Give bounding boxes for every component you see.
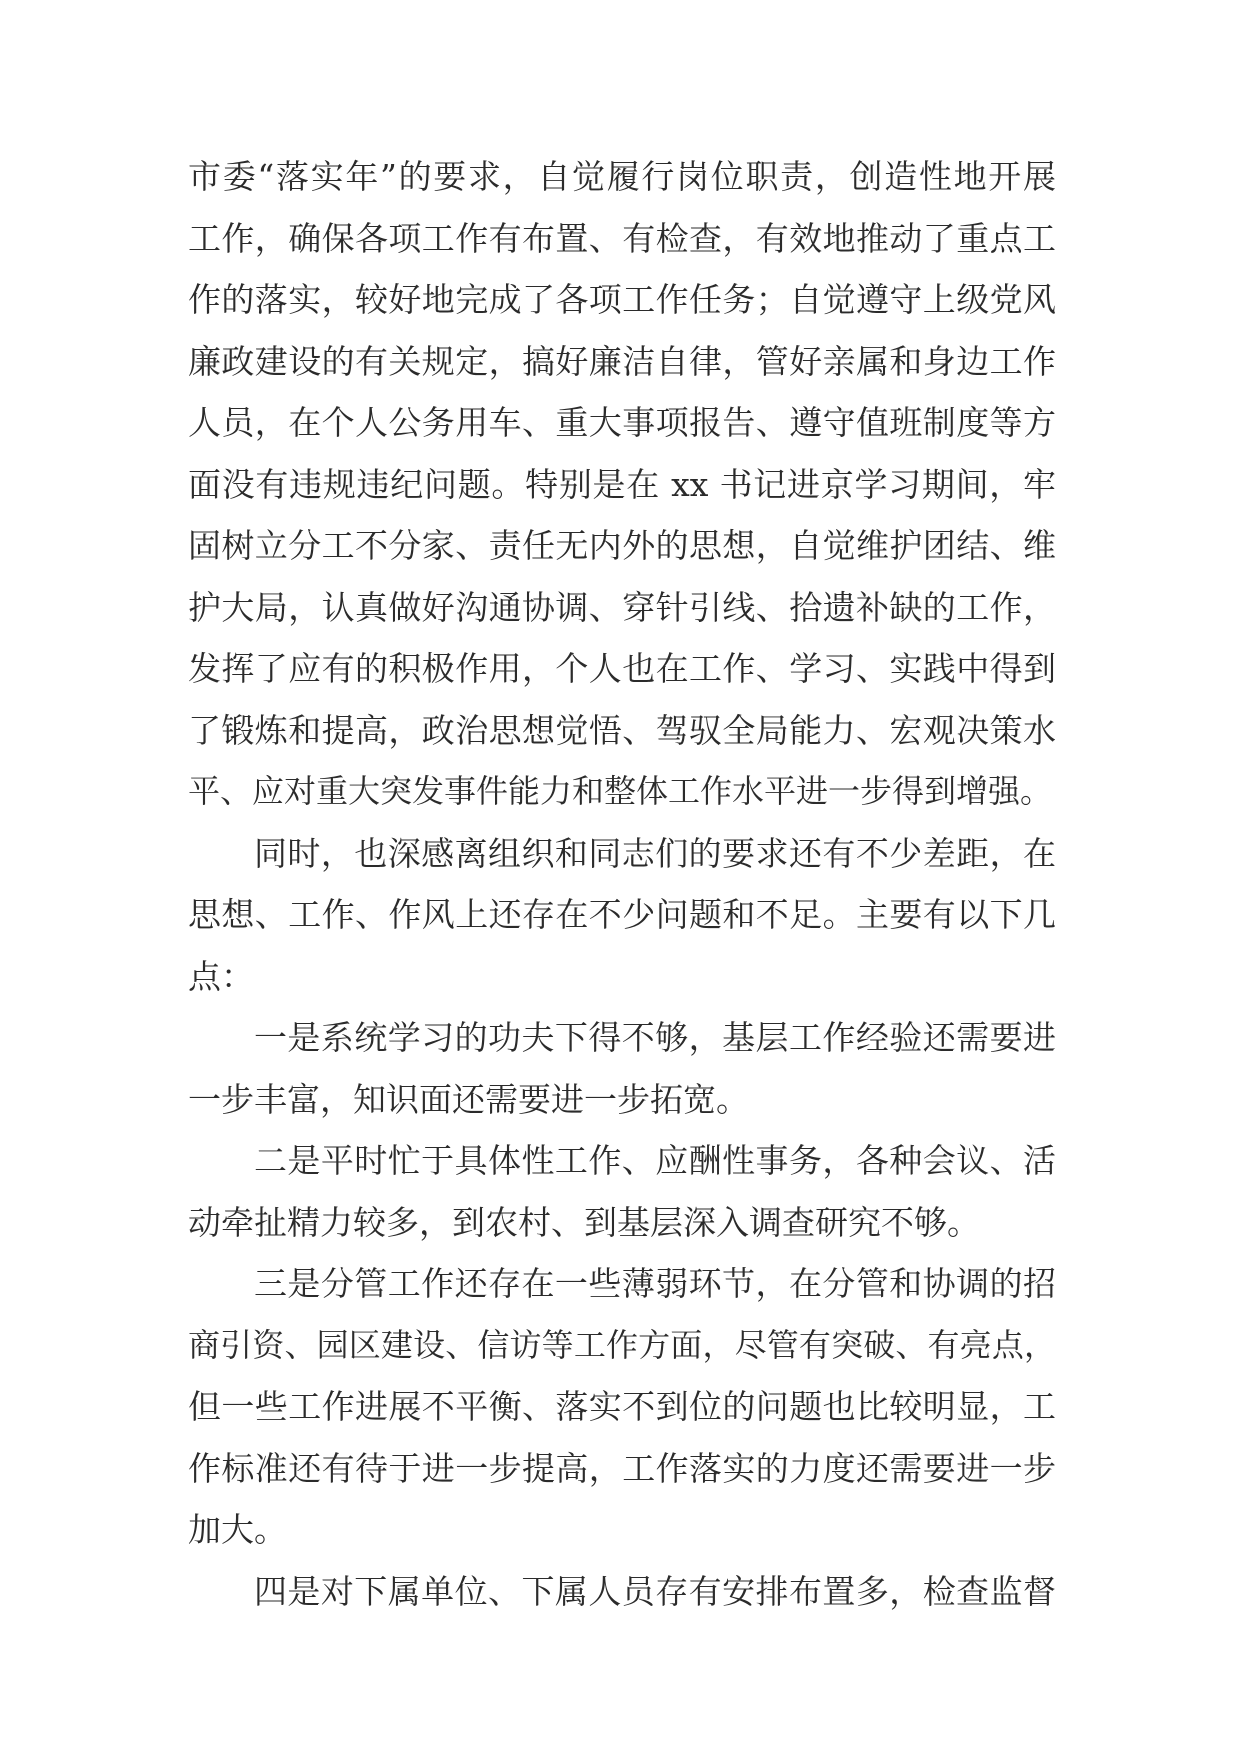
document-line: 人员，在个人公务用车、重大事项报告、遵守值班制度等方 <box>188 403 1056 442</box>
document-line: 但一些工作进展不平衡、落实不到位的问题也比较明显，工 <box>188 1387 1056 1426</box>
document-line: 发挥了应有的积极作用，个人也在工作、学习、实践中得到 <box>188 649 1056 688</box>
document-line: 点： <box>188 956 254 996</box>
document-line: 一步丰富，知识面还需要进一步拓宽。 <box>188 1079 749 1119</box>
document-body <box>188 146 1056 1622</box>
document-line: 动牵扯精力较多，到农村、到基层深入调查研究不够。 <box>188 1202 980 1242</box>
document-line: 思想、工作、作风上还存在不少问题和不足。主要有以下几 <box>188 895 1056 934</box>
document-line: 固树立分工不分家、责任无内外的思想，自觉维护团结、维 <box>188 526 1056 565</box>
document-line: 三是分管工作还存在一些薄弱环节，在分管和协调的招 <box>254 1264 1056 1303</box>
document-line: 了锻炼和提高，政治思想觉悟、驾驭全局能力、宏观决策水 <box>188 710 1056 750</box>
document-line: 平、应对重大突发事件能力和整体工作水平进一步得到增强。 <box>188 772 1053 810</box>
document-line: 同时，也深感离组织和同志们的要求还有不少差距，在 <box>254 833 1056 873</box>
document-line: 工作，确保各项工作有布置、有检查，有效地推动了重点工 <box>188 218 1056 258</box>
document-line: 四是对下属单位、下属人员存有安排布置多，检查监督 <box>254 1571 1056 1611</box>
document-line: 加大。 <box>188 1510 287 1549</box>
document-line: 作的落实，较好地完成了各项工作任务；自觉遵守上级党风 <box>188 280 1056 319</box>
document-line: 二是平时忙于具体性工作、应酬性事务，各种会议、活 <box>254 1141 1056 1180</box>
document-line: 护大局，认真做好沟通协调、穿针引线、拾遗补缺的工作， <box>188 587 1056 627</box>
document-line: 商引资、园区建设、信访等工作方面，尽管有突破、有亮点， <box>188 1325 1056 1364</box>
document-line: 作标准还有待于进一步提高，工作落实的力度还需要进一步 <box>188 1448 1056 1488</box>
document-line: 一是系统学习的功夫下得不够，基层工作经验还需要进 <box>254 1018 1056 1057</box>
document-line: 廉政建设的有关规定，搞好廉洁自律，管好亲属和身边工作 <box>188 341 1056 381</box>
document-line: 面没有违规违纪问题。特别是在 xx 书记进京学习期间，牢 <box>188 464 1056 504</box>
document-line: 市委“落实年”的要求，自觉履行岗位职责，创造性地开展 <box>188 157 1056 196</box>
